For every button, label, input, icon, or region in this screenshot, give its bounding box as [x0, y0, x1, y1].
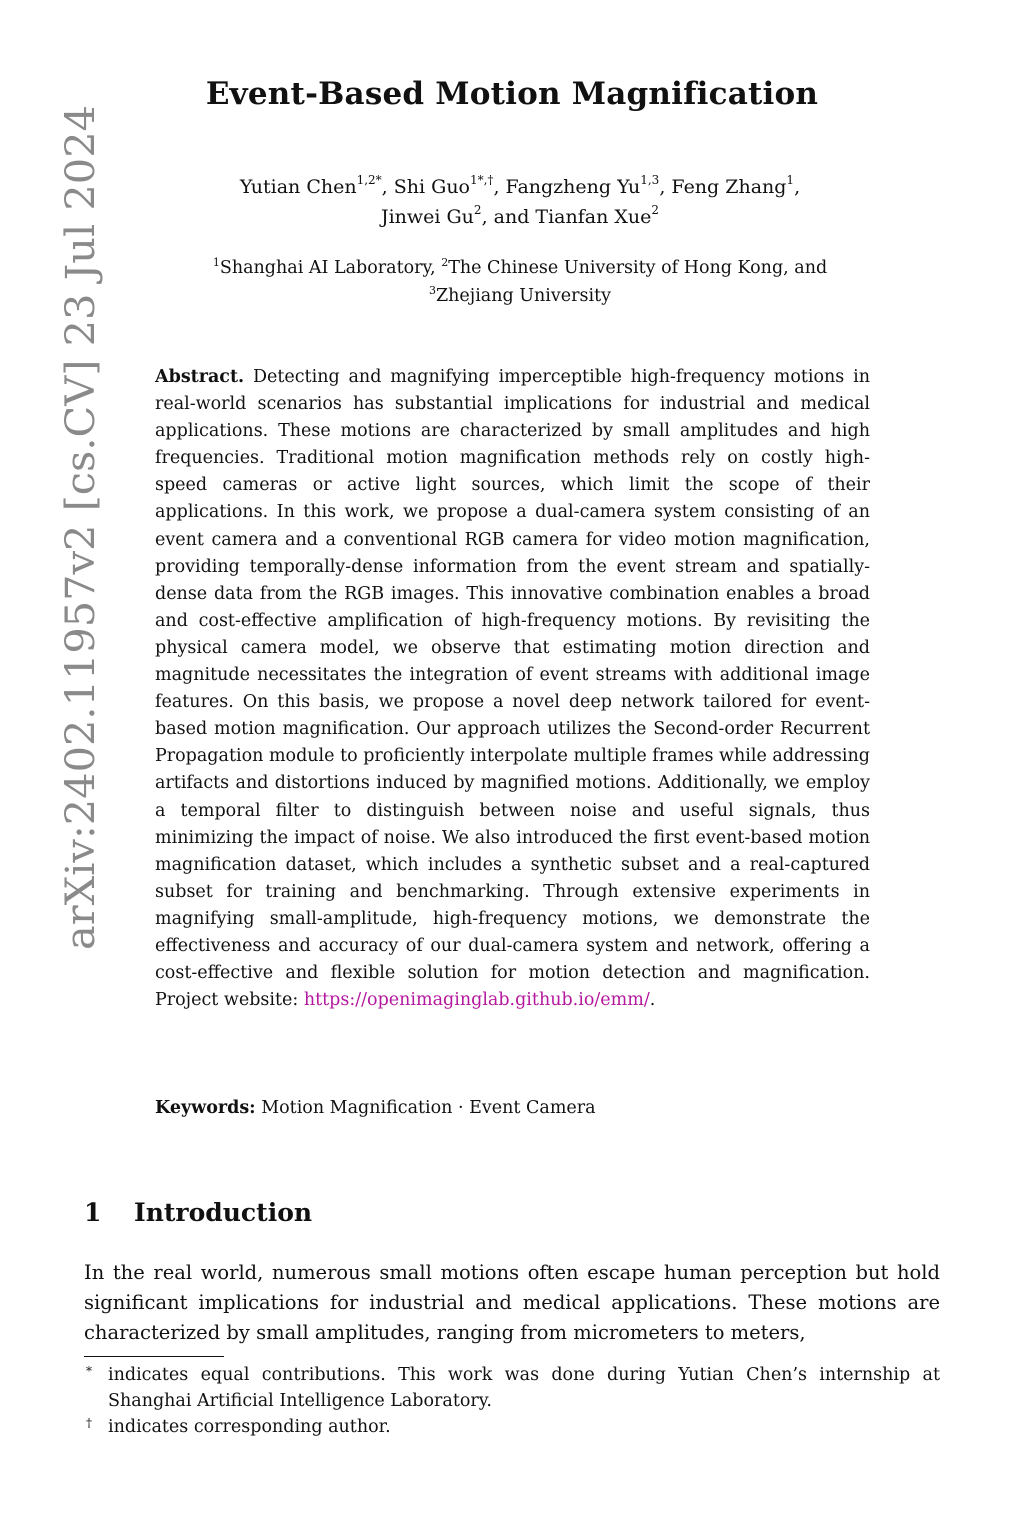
- author-name: Tianfan Xue: [535, 206, 652, 228]
- footnote-divider: [84, 1356, 224, 1357]
- author-line-2: [150, 202, 890, 232]
- affiliations: [150, 254, 890, 310]
- author-name: Yutian Chen: [239, 176, 357, 198]
- abstract-text: Detecting and magnifying imperceptible high-frequency motions in real-world scenarios has substantial implications for industrial and medical applications. These motions are characterized by small amplitudes and high frequencies. Traditional motion magnification methods rely on costly high-speed cameras or active light sources, which limit the scope of their applications. In this work, we propose a dual-camera system consisting of an event camera and a conventional RGB camera for video motion magnification, providing temporally-dense information from the event stream and spatially-dense data from the RGB images. This innovative combination enables a broad and cost-effective amplification of high-frequency motions. By revisiting the physical camera model, we observe that estimating motion direction and magnitude necessitates the integration of event streams with additional image features. On this basis, we propose a novel deep network tailored for event-based motion magnification. Our approach utilizes the Second-order Recurrent Propagation module to proficiently interpolate multiple frames while addressing artifacts and distortions induced by magnified motions. Additionally, we employ a temporal filter to distinguish between noise and useful signals, thus minimizing the impact of noise. We also introduced the first event-based motion magnification dataset, which includes a synthetic subset and a real-captured subset for training and benchmarking. Through extensive experiments in magnifying small-amplitude, high-frequency motions, we demonstrate the effectiveness and accuracy of our dual-camera system and network, offering a cost-effective and flexible solution for motion detection and magnification. Project website:: [155, 367, 870, 1011]
- affiliation-shanghai-ai-lab: Shanghai AI Laboratory,: [219, 258, 442, 278]
- affiliation-mark: 1: [212, 256, 220, 270]
- author-affiliation-mark: 2: [473, 202, 482, 217]
- footnote-corresponding-author: [84, 1414, 940, 1440]
- affiliation-mark: 2: [441, 256, 449, 270]
- introduction-paragraph: In the real world, numerous small motions often escape human perception but hold significant implications for industrial and medical applications. These motions are characterized by small amplitudes, ranging from micrometers to meters,: [84, 1261, 940, 1344]
- author-separator: ,: [381, 176, 394, 198]
- author-affiliation-mark: 1*,†: [470, 172, 494, 187]
- author-separator: ,: [493, 176, 506, 198]
- author-affiliation-mark: 1: [786, 172, 795, 187]
- abstract-label: Abstract.: [155, 367, 245, 387]
- footnote-text: indicates corresponding author.: [108, 1417, 391, 1437]
- author-separator: ,: [659, 176, 672, 198]
- arxiv-identifier-stamp[interactable]: [12, 100, 122, 960]
- project-website-link[interactable]: https://openimaginglab.github.io/emm/: [303, 990, 650, 1011]
- author-affiliation-mark: 1,2*: [356, 172, 382, 187]
- section-title: Introduction: [134, 1198, 313, 1227]
- affiliation-mark: 3: [429, 284, 436, 298]
- footnote-mark: *: [86, 1364, 92, 1378]
- author-separator: , and: [481, 206, 536, 228]
- author-name: Feng Zhang: [671, 176, 787, 198]
- keywords: [155, 1095, 870, 1122]
- arxiv-stamp-text: arXiv:2402.11957v2 [cs.CV] 23 Jul 2024: [58, 135, 104, 950]
- author-line-1: [150, 172, 890, 202]
- keywords-text: Motion Magnification · Event Camera: [261, 1098, 596, 1118]
- abstract-end: .: [649, 990, 656, 1011]
- author-name: Shi Guo: [393, 176, 470, 198]
- footnotes: [84, 1362, 940, 1440]
- section-heading-introduction: [84, 1198, 312, 1227]
- author-name: Jinwei Gu: [380, 206, 474, 228]
- paper-title: Event-Based Motion Magnification: [205, 76, 819, 112]
- keywords-label: Keywords:: [155, 1098, 256, 1118]
- section-number: 1: [84, 1198, 102, 1227]
- author-affiliation-mark: 2: [651, 202, 660, 217]
- author-affiliation-mark: 1,3: [640, 172, 660, 187]
- author-separator: ,: [794, 176, 801, 198]
- footnote-text: indicates equal contributions. This work was done during Yutian Chen’s internship at Shanghai Artificial Intelligence Laboratory.: [108, 1365, 940, 1411]
- footnote-equal-contribution: [84, 1362, 940, 1414]
- affiliation-cuhk: The Chinese University of Hong Kong, and: [448, 258, 828, 278]
- author-name: Fangzheng Yu: [505, 176, 641, 198]
- affiliation-zhejiang: Zhejiang University: [436, 286, 611, 306]
- abstract: [155, 364, 870, 1014]
- footnote-mark: †: [86, 1416, 92, 1430]
- author-list: [150, 172, 890, 232]
